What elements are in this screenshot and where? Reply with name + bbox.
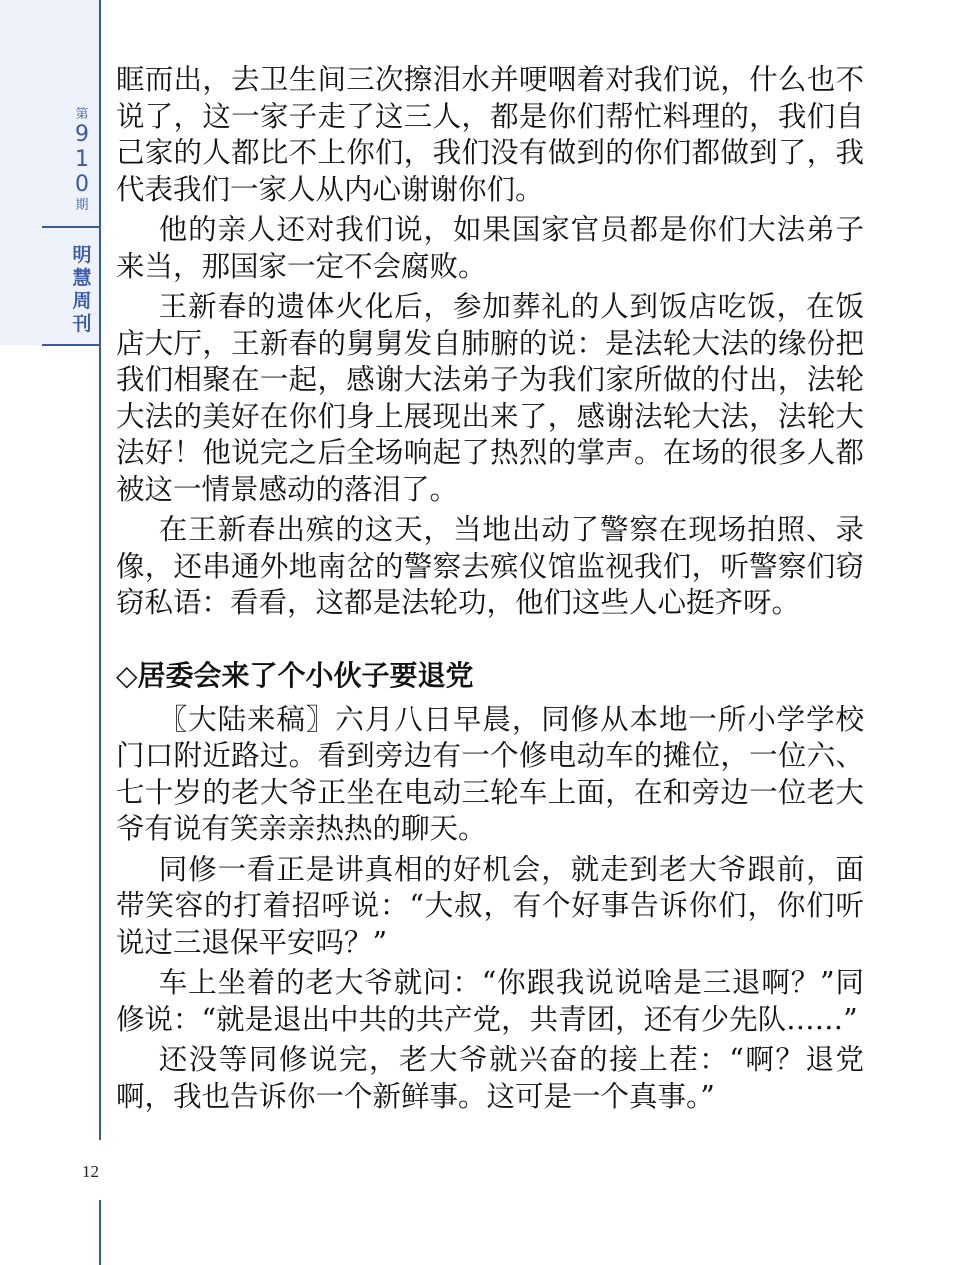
- sidebar-divider: [42, 226, 100, 228]
- magazine-char: 周: [72, 290, 92, 312]
- issue-digit: 1: [75, 147, 89, 172]
- issue-digit: 0: [75, 172, 89, 197]
- paragraph: 车上坐着的老大爷就问：“你跟我说说啥是三退啊？”同修说：“就是退出中共的共产党，共青团，还有少先队……”: [116, 966, 864, 1036]
- paragraph: 眶而出，去卫生间三次擦泪水并哽咽着对我们说，什么也不说了，这一家子走了这三人，都是你们帮忙料理的，我们自己家的人都比不上你们，我们没有做到的你们都做到了，我代表我们一家人从内心谢谢你们。: [116, 63, 864, 206]
- paragraph: 他的亲人还对我们说，如果国家官员都是你们大法弟子来当，那国家一定不会腐败。: [116, 213, 864, 283]
- paragraph: 还没等同修说完，老大爷就兴奋的接上茬：“啊？退党啊，我也告诉你一个新鲜事。这可是一个真事。”: [116, 1043, 864, 1113]
- magazine-char: 刊: [72, 313, 92, 335]
- issue-suffix: 期: [75, 198, 89, 213]
- paragraph: 在王新春出殡的这天，当地出动了警察在现场拍照、录像，还串通外地南岔的警察去殡仪馆监视我们，听警察们窃窃私语：看看，这都是法轮功，他们这些人心挺齐呀。: [116, 513, 864, 619]
- paragraph: 〖大陆来稿〗六月八日早晨，同修从本地一所小学学校门口附近路过。看到旁边有一个修电动车的摊位，一位六、七十岁的老大爷正坐在电动三轮车上面，在和旁边一位老大爷有说有笑亲亲热热的聊天。: [116, 702, 864, 845]
- magazine-char: 明: [72, 244, 92, 266]
- magazine-char: 慧: [72, 267, 92, 289]
- issue-prefix: 第: [75, 107, 89, 122]
- article-body: [116, 62, 864, 1119]
- margin-rule-bottom: [99, 1200, 101, 1265]
- issue-number: [62, 108, 102, 212]
- paragraph: 同修一看正是讲真相的好机会，就走到老大爷跟前，面带笑容的打着招呼说：“大叔，有个好事告诉你们，你们听说过三退保平安吗？”: [116, 852, 864, 959]
- page-number: 12: [82, 1162, 99, 1181]
- section-heading: ◇居委会来了个小伙子要退党: [116, 658, 474, 692]
- issue-digit: 9: [75, 122, 89, 147]
- sidebar-divider-bottom: [42, 344, 100, 346]
- paragraph: 王新春的遗体火化后，参加葬礼的人到饭店吃饭，在饭店大厅，王新春的舅舅发自肺腑的说：是法轮大法的缘份把我们相聚在一起，感谢大法弟子为我们家所做的付出，法轮大法的美好在你们身上展现出来了，感谢法轮大法，法轮大法好！他说完之后全场响起了热烈的掌声。在场的很多人都被这一情景感动的落泪了。: [116, 290, 864, 506]
- magazine-title: [62, 244, 102, 336]
- section-spacer: [116, 626, 864, 654]
